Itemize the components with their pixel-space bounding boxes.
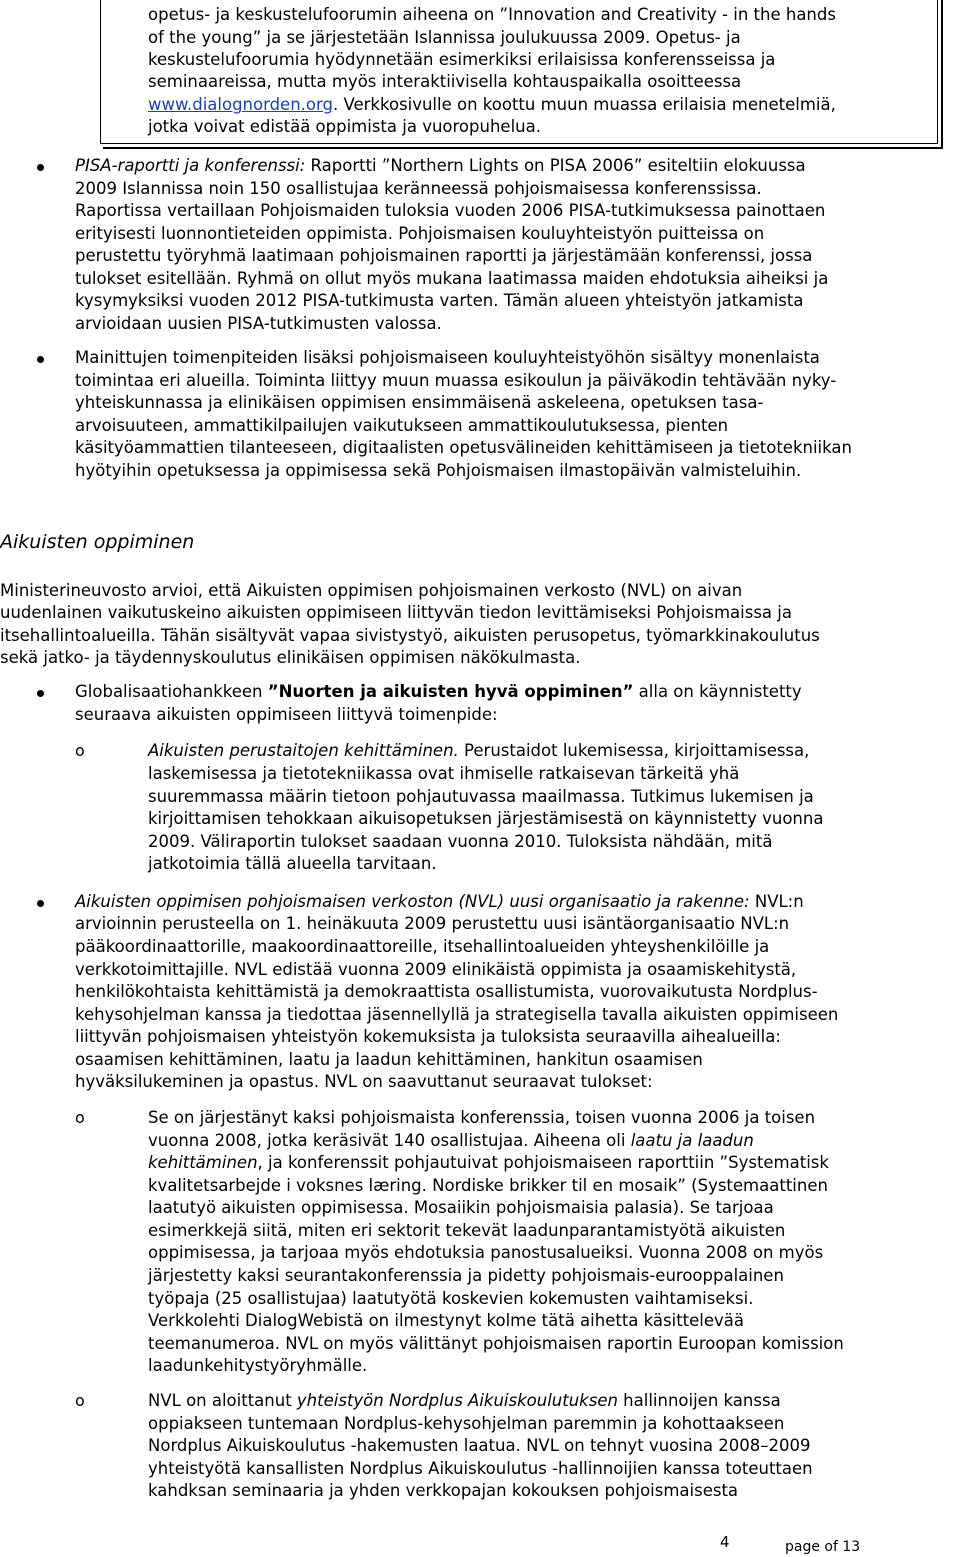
glob-sub-line-1: Aikuisten perustaitojen kehittäminen. Perustaidot lukemisessa, kirjoittamisessa,: [148, 741, 810, 760]
pisa-line-8: arvioidaan uusien PISA-tutkimusten valossa.: [75, 314, 442, 333]
glob-sub-line-3: suuremmassa määrin tietoon pohjautuvassa maailmassa. Tutkimus lukemisen ja: [148, 787, 814, 806]
nvl-a-line-12: laadunkehitystyöryhmälle.: [148, 1356, 368, 1375]
pisa-line-4: erityisesti luonnontieteiden oppimista. Pohjoismaisen kouluyhteistyön puitteissa on: [75, 224, 765, 243]
box-line-6: jotka voivat edistää oppimista ja vuoropuhelua.: [148, 117, 541, 136]
nvl-a-line-7: oppimisessa, ja tarjoaa myös ehdotuksia panostusalueiksi. Vuonna 2008 on myös: [148, 1243, 824, 1262]
nvl-a-line-4: kvalitetsarbejde i voksnes læring. Nordiske brikker til en mosaik” (Systemaattinen: [148, 1176, 828, 1195]
glob-sub-line-4: kirjoittamisen tehokkaan aikuisopetuksen järjestämisestä on käynnistetty vuonna: [148, 809, 824, 828]
bullet-icon: [37, 900, 44, 907]
misc-line-2: toimintaa eri alueilla. Toiminta liittyy muun muassa esikoulun ja päiväkodin tehtävään nyky-: [75, 371, 837, 390]
nvl-a-line-9: työpaja (25 osallistujaa) laatutyötä koskevien kokemusten vaihtamiseksi.: [148, 1289, 754, 1308]
nvl-line-2: arvioinnin perusteella on 1. heinäkuuta 2009 perustettu uusi isäntäorganisaatio NVL:n: [75, 914, 790, 933]
nvl-line-4: verkkotoimittajille. NVL edistää vuonna 2009 elinikäistä oppimista ja osaamiskehitystä,: [75, 960, 797, 979]
pisa-line-1: PISA-raportti ja konferenssi: Raportti ”Northern Lights on PISA 2006” esiteltiin elokuussa: [75, 156, 806, 175]
nvl-a-line-1: Se on järjestänyt kaksi pohjoismaista konferenssia, toisen vuonna 2006 ja toisen: [148, 1108, 816, 1127]
box-line-4: seminaareissa, mutta myös interaktiivisella kohtauspaikalla osoitteessa: [148, 72, 742, 91]
nvl-line-6: kehysohjelman kanssa ja tiedottaa jäsennellyllä ja strategisella tavalla aikuisten oppimiseen: [75, 1005, 839, 1024]
nvl-a-line-10: Verkkolehti DialogWebistä on ilmestynyt kolme tätä aihetta käsittelevää: [148, 1311, 745, 1330]
intro-line-1: Ministerineuvosto arvioi, että Aikuisten oppimisen pohjoismainen verkosto (NVL) on aivan: [0, 581, 743, 600]
nvl-b-line-3: Nordplus Aikuiskoulutus -hakemusten laatua. NVL on tehnyt vuosina 2008–2009: [148, 1436, 811, 1455]
bullet-icon: [37, 164, 44, 171]
glob-sub-line-5: 2009. Väliraportin tulokset saadaan vuonna 2010. Tuloksista nähdään, mitä: [148, 832, 773, 851]
nvl-b-line-4: yhteistyötä kansallisten Nordplus Aikuiskoulutus -hallinnoijien kanssa toteuttaen: [148, 1459, 813, 1478]
page-of-label: page of 13: [785, 1539, 861, 1555]
nvl-line-5: henkilökohtaista kehittämistä ja demokraattista osallistumista, vuorovaikutusta Nordplus-: [75, 982, 818, 1001]
box-line-1: opetus- ja keskustelufoorumin aiheena on ”Innovation and Creativity - in the hands: [148, 5, 836, 24]
misc-line-6: hyötyihin opetuksessa ja oppimisessa sekä Pohjoismaisen ilmastopäivän valmisteluihin.: [75, 461, 802, 480]
sub-marker: o: [75, 741, 85, 760]
intro-line-2: uudenlainen vaikutuskeino aikuisten oppimiseen liittyvän tiedon levittämiseksi Pohjoismaissa ja: [0, 603, 792, 622]
nvl-a-line-5: laatutyö aikuisten oppimisessa. Mosaiikin pohjoismaisia palasia). Se tarjoaa: [148, 1198, 774, 1217]
box-line-3: keskustelufoorumia hyödynnetään esimerkiksi erilaisissa konferensseissa ja: [148, 50, 776, 69]
bullet-icon: [37, 356, 44, 363]
pisa-line-3: Raportissa vertaillaan Pohjoismaiden tuloksia vuoden 2006 PISA-tutkimuksessa painottaen: [75, 201, 826, 220]
sub-marker: o: [75, 1391, 85, 1410]
nvl-line-3: pääkoordinaattorille, maakoordinaattoreille, itsehallintoalueiden yhteyshenkilöille ja: [75, 937, 770, 956]
glob-sub-line-6: jatkotoimia tällä alueella tarvitaan.: [148, 854, 437, 873]
intro-line-4: sekä jatko- ja täydennyskoulutus elinikäisen oppimisen näkökulmasta.: [0, 648, 581, 667]
pisa-line-2: 2009 Islannissa noin 150 osallistujaa keränneessä pohjoismaisessa konferenssissa.: [75, 179, 762, 198]
nvl-a-line-11: teemanumeroa. NVL on myös välittänyt pohjoismaisen raportin Euroopan komission: [148, 1334, 844, 1353]
nvl-line-1: Aikuisten oppimisen pohjoismaisen verkoston (NVL) uusi organisaatio ja rakenne: NVL:n: [75, 892, 804, 911]
pisa-line-7: kysymyksiksi vuoden 2012 PISA-tutkimusta varten. Tämän alueen yhteistyön jatkamista: [75, 291, 804, 310]
box-line-2: of the young” ja se järjestetään Islannissa joulukuussa 2009. Opetus- ja: [148, 28, 741, 47]
nvl-line-8: osaamisen kehittäminen, laatu ja laadun kehittäminen, hankitun osaamisen: [75, 1050, 703, 1069]
box-line-5: www.dialognorden.org. Verkkosivulle on koottu muun muassa erilaisia menetelmiä,: [148, 95, 836, 114]
pisa-line-6: tulokset esitellään. Ryhmä on ollut myös mukana laatimassa maiden ehdotuksia aiheiksi ja: [75, 269, 829, 288]
nvl-a-line-6: esimerkkejä siitä, miten eri sektorit tekevät laadunparantamistyötä aikuisten: [148, 1221, 786, 1240]
glob-line-1: Globalisaatiohankkeen ”Nuorten ja aikuisten hyvä oppiminen” alla on käynnistetty: [75, 682, 802, 701]
misc-line-1: Mainittujen toimenpiteiden lisäksi pohjoismaiseen kouluyhteistyöhön sisältyy monenlaista: [75, 348, 820, 367]
nvl-b-line-1: NVL on aloittanut yhteistyön Nordplus Aikuiskoulutuksen hallinnoijen kanssa: [148, 1391, 781, 1410]
nvl-a-line-3: kehittäminen, ja konferenssit pohjautuivat pohjoismaiseen raporttiin ”Systematisk: [148, 1153, 829, 1172]
misc-line-5: käsityöammattien tilanteeseen, digitaalisten opetusvälineiden kehittämiseen ja tietotekniikan: [75, 438, 852, 457]
section-heading: Aikuisten oppiminen: [0, 531, 195, 553]
nvl-line-7: liittyvän pohjoismaisen yhteistyön kokemuksista ja tuloksista seuraavilla aihealueilla:: [75, 1027, 781, 1046]
glob-line-2: seuraava aikuisten oppimiseen liittyvä toimenpide:: [75, 705, 498, 724]
nvl-b-line-5: kahdksan seminaaria ja yhden verkkopajan kokouksen pohjoismaisesta: [148, 1481, 739, 1500]
bullet-icon: [37, 690, 44, 697]
page-number: 4: [720, 1533, 730, 1551]
nvl-b-line-2: oppiakseen tuntemaan Nordplus-kehysohjelman paremmin ja kohottaakseen: [148, 1414, 785, 1433]
nvl-line-9: hyväksilukeminen ja opastus. NVL on saavuttanut seuraavat tulokset:: [75, 1072, 653, 1091]
pisa-line-5: perustettu työryhmä laatimaan pohjoismainen raportti ja järjestämään konferenssi, jossa: [75, 246, 813, 265]
dialognorden-link[interactable]: www.dialognorden.org: [148, 95, 333, 114]
glob-sub-line-2: laskemisessa ja tietotekniikassa ovat ihmiselle ratkaisevan tärkeitä yhä: [148, 764, 740, 783]
nvl-a-line-8: järjestetty kaksi seurantakonferenssia ja pidetty pohjoismais-eurooppalainen: [148, 1266, 784, 1285]
misc-line-4: arvoisuuteen, ammattikilpailujen vaikutukseen ammattikoulutuksessa, pienten: [75, 416, 729, 435]
intro-line-3: itsehallintoalueilla. Tähän sisältyvät vapaa sivistystyö, aikuisten perusopetus, työmarkkinakoulutus: [0, 626, 820, 645]
misc-line-3: yhteiskunnassa ja elinikäisen oppimisen ensimmäisenä askeleena, opetuksen tasa-: [75, 393, 764, 412]
sub-marker: o: [75, 1108, 85, 1127]
nvl-a-line-2: vuonna 2008, jotka keräsivät 140 osallistujaa. Aiheena oli laatu ja laadun: [148, 1131, 754, 1150]
